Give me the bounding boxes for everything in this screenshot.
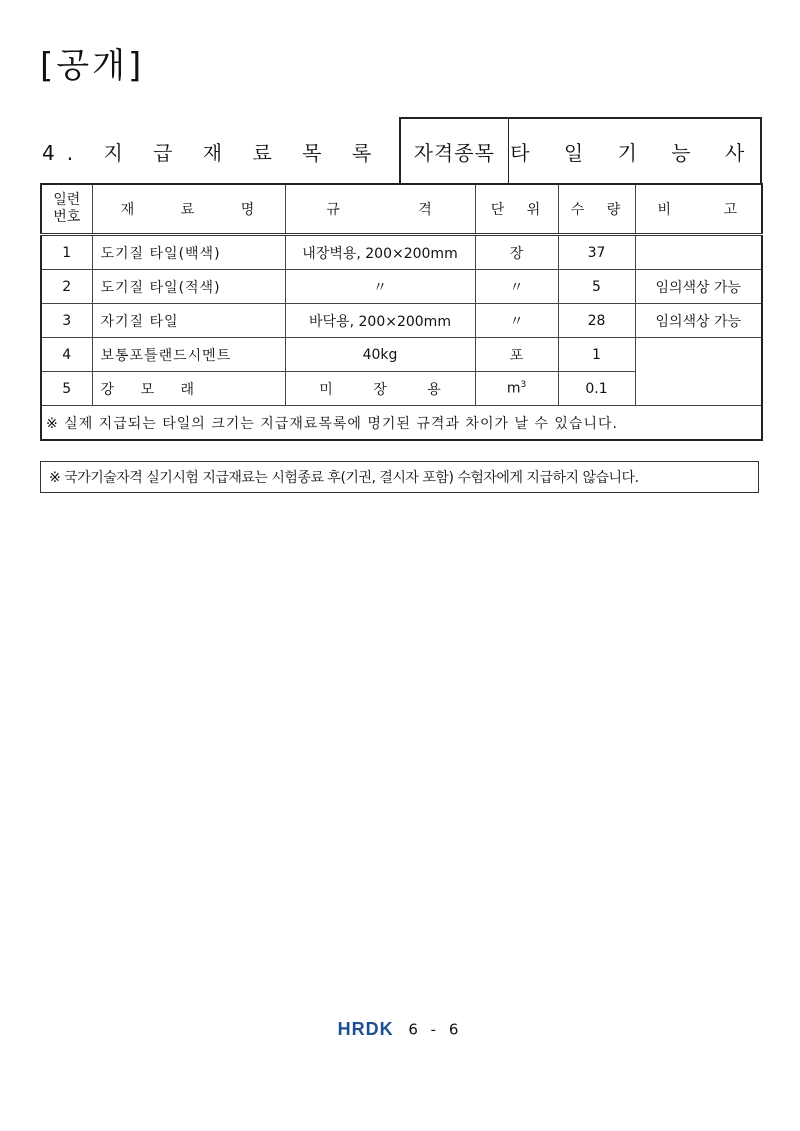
exam-notice: ※ 국가기술자격 실기시험 지급재료는 시험종료 후(기권, 결시자 포함) 수험자에게 지급하지 않습니다. xyxy=(40,461,759,493)
page-number: 6 - 6 xyxy=(408,1020,463,1039)
page-footer xyxy=(0,1019,800,1040)
cell-spec: 미 장 용 xyxy=(285,372,475,406)
cell-remark: 임의색상 가능 xyxy=(635,270,762,304)
cell-name: 도기질 타일(백색) xyxy=(92,235,285,270)
qualification-value: 타 일 기 능 사 xyxy=(508,118,761,184)
cell-unit: 〃 xyxy=(475,270,558,304)
cell-unit: 〃 xyxy=(475,304,558,338)
cell-no: 4 xyxy=(41,338,92,372)
cell-spec: 바닥용, 200×200mm xyxy=(285,304,475,338)
materials-table xyxy=(40,183,763,441)
header-no-line1: 일련 xyxy=(53,192,81,208)
table-row xyxy=(41,270,762,304)
table-note: ※ 실제 지급되는 타일의 크기는 지급재료목록에 명기된 규격과 차이가 날 수 있습니다. xyxy=(41,406,762,441)
header-qty: 수 량 xyxy=(558,184,635,235)
cell-spec: 〃 xyxy=(285,270,475,304)
cell-name: 도기질 타일(적색) xyxy=(92,270,285,304)
cell-remark xyxy=(635,235,762,270)
cell-no: 1 xyxy=(41,235,92,270)
qualification-label: 자격종목 xyxy=(400,118,508,184)
section-title: 4. 지 급 재 료 목 록 xyxy=(42,140,384,165)
table-row xyxy=(41,235,762,270)
header-no-line2: 번호 xyxy=(53,209,81,225)
cell-unit: 장 xyxy=(475,235,558,270)
unit-superscript: 3 xyxy=(520,380,527,391)
header-spec: 규 격 xyxy=(285,184,475,235)
unit-base: m xyxy=(506,380,521,397)
cell-qty: 0.1 xyxy=(558,372,635,406)
cell-name: 보통포틀랜드시멘트 xyxy=(92,338,285,372)
cell-qty: 37 xyxy=(558,235,635,270)
cell-qty: 1 xyxy=(558,338,635,372)
table-note-row xyxy=(41,406,762,441)
cell-remark-merged xyxy=(635,338,762,406)
table-header-row xyxy=(41,184,762,235)
cell-no: 2 xyxy=(41,270,92,304)
cell-unit xyxy=(475,372,558,406)
header-no xyxy=(41,184,92,235)
cell-name: 자기질 타일 xyxy=(92,304,285,338)
cell-spec: 내장벽용, 200×200mm xyxy=(285,235,475,270)
disclosure-label: [공개] xyxy=(40,46,145,86)
header-unit: 단 위 xyxy=(475,184,558,235)
table-row xyxy=(41,338,762,372)
cell-no: 5 xyxy=(41,372,92,406)
table-row xyxy=(41,304,762,338)
cell-spec: 40kg xyxy=(285,338,475,372)
cell-no: 3 xyxy=(41,304,92,338)
header-name: 재 료 명 xyxy=(92,184,285,235)
cell-remark: 임의색상 가능 xyxy=(635,304,762,338)
header-remark: 비 고 xyxy=(635,184,762,235)
cell-qty: 5 xyxy=(558,270,635,304)
hrdk-logo: HRDK xyxy=(337,1019,394,1039)
cell-qty: 28 xyxy=(558,304,635,338)
section-header xyxy=(40,117,762,185)
cell-unit: 포 xyxy=(475,338,558,372)
cell-name: 강 모 래 xyxy=(92,372,285,406)
